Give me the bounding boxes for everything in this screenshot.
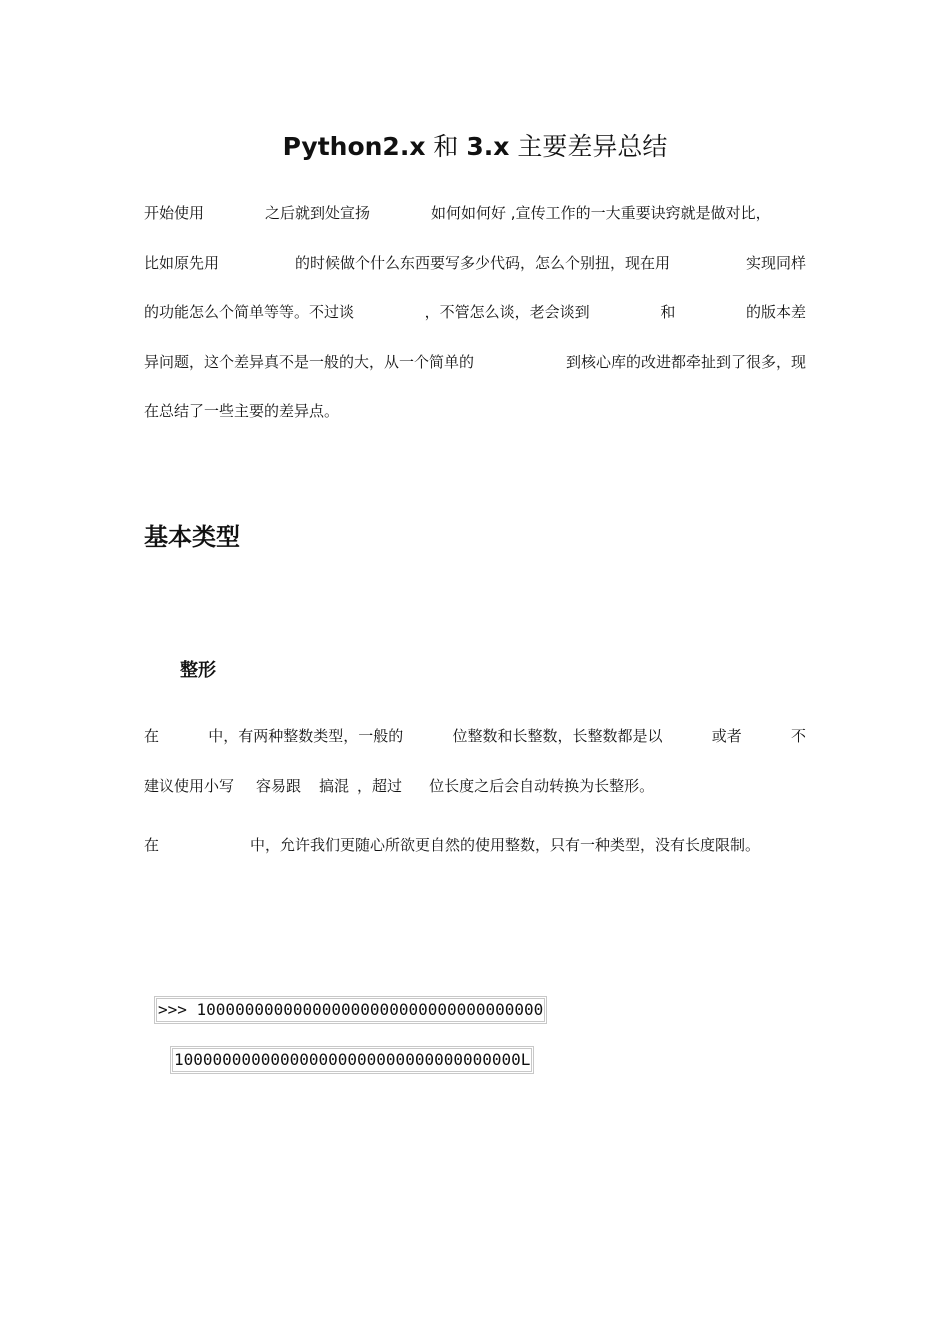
intro-text: 之后就到处宣扬 [265,204,371,222]
intro-line-5 [144,399,806,423]
intro-text: 的时候做个什么东西要写多少代码，怎么个别扭，现在用 [294,254,670,272]
code-prompt-line: >>> 100000000000000000000000000000000000 [154,996,547,1024]
title-summary: 主要差异总结 [517,132,668,161]
intro-line-4 [144,350,806,374]
int-text: ，超过 [357,777,403,795]
intro-text: 如何如何好 ,宣传工作的一大重要诀窍就是做对比， [431,204,771,222]
int-text: 不 [790,727,806,745]
int-text: 建议使用小写 [144,777,235,795]
int-text: 位长度之后会自动转换为长整形。 [429,777,655,795]
int-text: 中，允许我们更随心所欲更自然的使用整数，只有一种类型，没有长度限制。 [250,836,761,854]
intro-text: 到核心库的改进都牵扯到了很多，现 [565,353,806,371]
int-text: 搞混 [319,777,350,795]
intro-text: 异问题，这个差异真不是一般的大，从一个简单的 [144,353,475,371]
intro-line-3 [144,300,806,324]
document-title [0,128,950,166]
int-text: 容易跟 [256,777,302,795]
int-line-3 [144,833,806,857]
intro-text: 开始使用 [144,204,205,222]
title-and: 和 [433,132,459,161]
intro-text: 和 [660,303,676,321]
section-heading-basic-types: 基本类型 [144,523,240,551]
subsection-heading-int: 整形 [180,660,216,681]
code-output-line: 100000000000000000000000000000000000L [170,1046,534,1074]
int-text: 在 [144,727,160,745]
int-text: 或者 [711,727,742,745]
intro-text: 在总结了一些主要的差异点。 [144,402,340,420]
int-text: 中，有两种整数类型，一般的 [208,727,404,745]
intro-line-2 [144,251,806,275]
intro-text: 实现同样 [745,254,806,272]
int-line-2 [144,774,806,798]
intro-text: ，不管怎么谈，老会谈到 [424,303,590,321]
intro-text: 的功能怎么个简单等等。不过谈 [144,303,355,321]
intro-text: 比如原先用 [144,254,220,272]
intro-text: 的版本差 [745,303,806,321]
int-text: 位整数和长整数，长整数都是以 [452,727,663,745]
int-line-1 [144,724,806,748]
intro-line-1 [144,201,806,225]
title-python3: 3.x [466,132,510,161]
int-text: 在 [144,836,160,854]
title-python2: Python2.x [282,132,426,161]
